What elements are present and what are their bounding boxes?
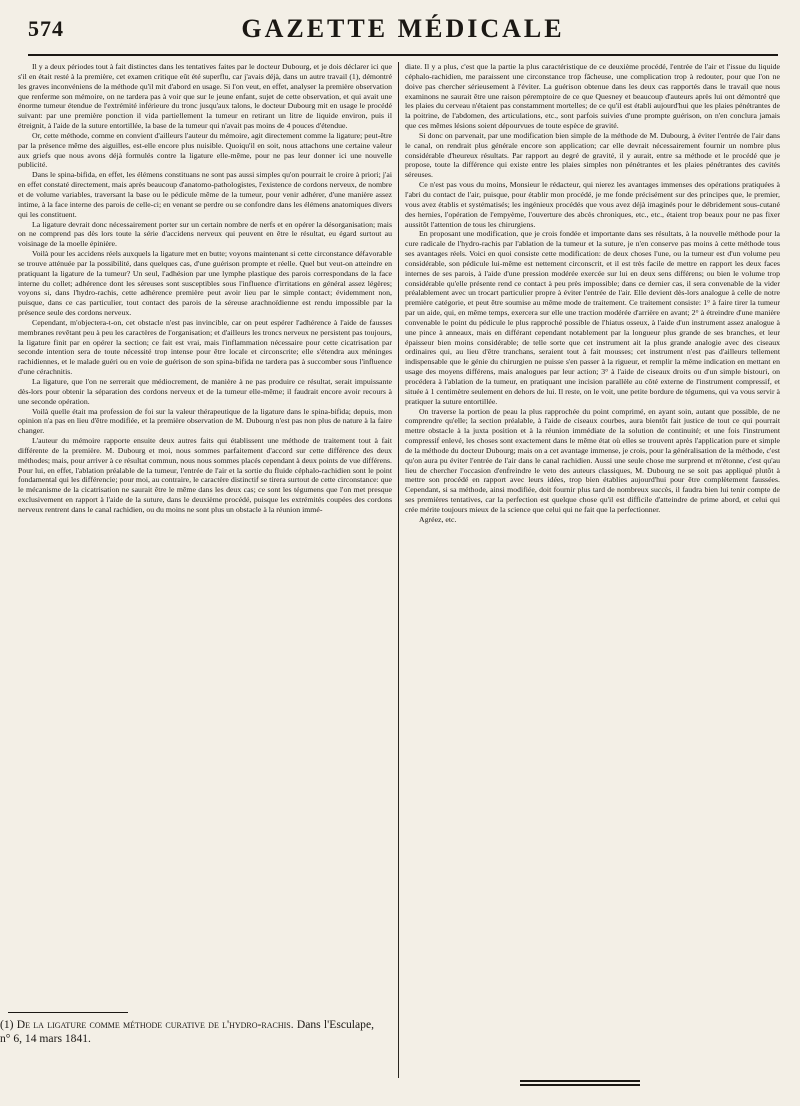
paragraph: En proposant une modification, que je crois fondée et importante dans ses résultats, à la nouvelle méthode pour la cure radicale de l'hydro-rachis par l'ablation de la tumeur et la suture, je n'en conserve pas moins à cette méthode tous ses avantages réels. Voici en quoi consiste cette modification: de deux choses l'une, ou la tumeur est d'un volume peu considérable, son pédicule lui-même est nettement circonscrit, et il est très facile de mettre en rapport les deux faces internes de ses parois, à l'aide d'une pression modérée exercée sur lui en deux sens différens; ou bien le volume trop considérable qu'elle présente rend ce contact à peu près impossible; dans ce dernier cas, il sera convenable de la vider préalablement avec un trocart particulier propre à éviter l'entrée de l'air. Elle devient dès-lors analogue à celle de notre première catégorie, et peut être soumise au même mode de traitement. Ce traitement consiste: 1° à faire tirer la tumeur par un aide, qui, en même temps, exercera sur elle une traction modérée d'arrière en avant; 2° à étreindre d'une manière convenable le point du pédicule le plus rapproché possible de l'hiatus osseux, à l'aide d'un instrument assez analogue à une pince à anneaux, mais en différant cependant notablement par la longueur plus grande de ses branches, et leur épaisseur bien moins considérable; de telle sorte que cet instrument ait la plus grande analogie avec des ciseaux ordinaires qui, au lieu d'être tranchans, seraient tout à fait mousses; cet instrument n'est pas d'ailleurs tellement indispensable que le génie du chirurgien ne puisse s'en passer à la rigueur, et remplir la même indication en mettant en usage des moyens différens, mais analogues par leur action; 3° à l'aide de ciseaux droits ou d'un simple bistouri, on procédera à l'ablation de la tumeur, en pratiquant une incision parallèle au côté externe de l'instrument compressif, et située à 1 centimètre seulement en dehors de lui. Il reste, on le voit, une petite bordure de tégumens, qui va vous servir à pratiquer la suture entortillée. (405, 229, 780, 406)
paragraph: Or, cette méthode, comme en convient d'ailleurs l'auteur du mémoire, agit directement comme la ligature; peut-être par la présence même des aiguilles, est-elle encore plus nuisible. Quoiqu'il en soit, nous attachons une certaine valeur aux griefs que nous avons déjà formulés contre la ligature elle-même, pour ne pas leur donner ici une nouvelle publicité. (18, 130, 392, 170)
article-columns (18, 62, 782, 1096)
page-header (28, 10, 778, 56)
closing-rule (520, 1078, 640, 1084)
signoff: Agréez, etc. (419, 514, 457, 524)
paragraph: L'auteur du mémoire rapporte ensuite deux autres faits qui établissent une méthode de traitement tout à fait différente de la première. M. Dubourg et moi, nous sommes parfaitement d'accord sur cette différence des deux méthodes; mais, pour arriver à ce résultat commun, nous nous sommes placés cependant à deux points de vue différens. Pour lui, en effet, l'ablation préalable de la tumeur, l'entrée de l'air et la sortie du fluide céphalo-rachidien sont le point fondamental qui les différencie; pour moi, au contraire, le caractère distinctif se tirera surtout de cette circonstance: que le mécanisme de la cicatrisation ne saurait être le même dans les deux cas; ce sont les tégumens que l'on met presque exclusivement en rapport à l'aide de la suture, dans le deuxième procédé, puisque les extrémités coupées des cordons nerveux rentrent dans le canal rachidien, ou du moins ne sont plus un obstacle à la réunion immé- (18, 436, 392, 514)
paragraph: Dans le spina-bifida, en effet, les élémens constituans ne sont pas aussi simples qu'on pourrait le croire à priori; j'ai en effet constaté directement, mais après beaucoup d'anatomo-pathologistes, l'existence de cordons nerveux, de nombre et de volume variables, traversant la base ou le pédicule même de la tumeur, pour venir adhérer, d'une manière assez intime, à la face interne des parois de celle-ci; en venant se perdre ou se confondre dans les élémens anatomiques divers qui les constituent. (18, 170, 392, 219)
footnote-marker: (1) (0, 1018, 14, 1031)
paragraph: Ce n'est pas vous du moins, Monsieur le rédacteur, qui nierez les avantages immenses des opérations pratiquées à l'abri du contact de l'air, puisque, pour établir mon procédé, je me fonde précisément sur des principes que, le premier, vous avez établis et systématisés; les ingénieux procédés que vous avez déjà imaginés pour le débridement sous-cutané des hernies, l'opération de l'empyème, l'ouverture des abcès chroniques, etc., etc., étaient trop beaux pour ne pas fixer aussitôt l'attention de tous les chirurgiens. (405, 180, 780, 229)
paragraph: La ligature devrait donc nécessairement porter sur un certain nombre de nerfs et en opérer la désorganisation; mais on ne comprend pas dès lors toute la série d'accidens nerveux qui peuvent en être le résultat, eu égard surtout au voisinage de la moelle épinière. (18, 219, 392, 249)
right-column (405, 62, 780, 1096)
paragraph: On traverse la portion de peau la plus rapprochée du point comprimé, en ayant soin, autant que possible, de ne comprendre qu'elle; la section préalable, à l'aide de ciseaux courbes, aura bientôt fait justice de tout ce qui pourrait mettre obstacle à la juxta position et à la réunion immédiate de la solution de continuité; et une fois l'instrument compressif enlevé, les choses sont exactement dans le même état où elles se trouvent après l'application pure et simple de la méthode du docteur Dubourg; mais on a cet avantage immense, je crois, pour la généralisation de la méthode, c'est qu'on aura pu éviter l'entrée de l'air dans le canal rachidien. Aussi une seule chose me surprend et m'étonne, c'est qu'au lieu de chercher l'occasion d'enfreindre le veto des auteurs classiques, M. Dubourg ne se soit pas appliqué plutôt à mettre son procédé en rapport avec leurs idées, trop bien établies aujourd'hui pour être complètement faussées. Cependant, si sa méthode, ainsi modifiée, doit fournir plus tard de nombreux succès, il faudra bien lui tenir compte de ses premières tentatives, car la perfection est quelque chose qu'il est difficile d'atteindre de prime abord, et celui qui crée mérite toujours mieux de la science que celui qui ne fait que la perfectionner. (405, 406, 780, 514)
footnote-title: De la ligature comme méthode curative de l'hydro-rachis. (16, 1018, 294, 1031)
paragraph: Cependant, m'objectera-t-on, cet obstacle n'est pas invincible, car on peut espérer l'adhérence à l'aide de fausses membranes revêtant peu à peu les caractères de l'organisation; et d'ailleurs les troncs nerveux ne persistent pas toujours, la ligature finit par en opérer la section; ce fait est vrai, mais l'inflammation nécessaire pour cette cicatrisation par seconde intention sera de toute nécessité trop intense pour être locale et circonscrite; elle s'étendra aux méninges rachidiennes, et le malade guéri ou en voie de guérison de son spina-bifida ne tardera pas à succomber sous l'influence d'une cérachnitis. (18, 317, 392, 377)
journal-title: GAZETTE MÉDICALE (241, 14, 565, 43)
column-divider (398, 62, 399, 1078)
paragraph: diate. Il y a plus, c'est que la partie la plus caractéristique de ce deuxième procédé, l'entrée de l'air et l'issue du liquide céphalo-rachidien, me paraissent une circonstance trop fâcheuse, une complication trop à redouter, pour que l'on ne doive pas chercher sérieusement à l'éviter. La guérison obtenue dans les deux cas rapportés dans le travail que nous examinons ne saurait être une raison péremptoire de ce que Quesney et beaucoup d'auteurs après lui ont démontré que les plaies du cerveau n'étaient pas constamment mortelles; de ce qu'il est établi aujourd'hui que les plaies pénétrantes de la poitrine, de l'abdomen, des articulations, etc., sont parfois suivies d'une prompte guérison, on n'en conclura jamais que ces mêmes lésions soient dépourvues de toute espèce de gravité. (405, 62, 780, 131)
left-column (18, 62, 392, 1096)
paragraph: La ligature, que l'on ne serrerait que médiocrement, de manière à ne pas produire ce résultat, serait impuissante dès-lors pour obtenir la séparation des cordons nerveux et de la tumeur elle-même; il faudrait encore avoir recours à une seconde opération. (18, 377, 392, 406)
paragraph: Voilà pour les accidens réels auxquels la ligature met en butte; voyons maintenant si cette circonstance défavorable se trouve atténuée par la possibilité, dans quelques cas, d'une guérison prompte et réelle. Quel but veut-on atteindre en pratiquant la ligature de la tumeur? Un seul, l'adhésion par une lymphe plastique des parois correspondans de la face interne du collet; adhérence dont les séreuses sont susceptibles sous l'influence d'irritations en général assez légères; voyons si, dans l'hydro-rachis, cette adhérence première peut avoir lieu par le simple contact; évidemment non, puisque, dans ce cas particulier, tout contact des parois de la séreuse arachnoïdienne est rendu impossible par la présence seule des cordons nerveux. (18, 249, 392, 318)
paragraph: Si donc on parvenait, par une modification bien simple de la méthode de M. Dubourg, à éviter l'entrée de l'air dans le canal, on rendrait plus générale encore son application; car elle devrait nécessairement fournir un nombre plus considérable d'heureux résultats. Par rapport au degré de gravité, il y aurait, entre sa méthode et le procédé que je propose, toute la différence qui existe entre les plaies simples non pénétrantes et les plaies pénétrantes des cavités séreuses. (405, 130, 780, 180)
paragraph: Voilà quelle était ma profession de foi sur la valeur thérapeutique de la ligature dans le spina-bifida; depuis, mon opinion n'a pas en lieu d'être modifiée, et la première observation de M. Dubourg n'est pas non plus de nature à la faire changer. (18, 406, 392, 436)
page-number: 574 (28, 16, 64, 41)
footnote (0, 1018, 374, 1046)
footnote-rule (8, 1012, 128, 1013)
footnote-text: Dans l'Esculape, n° 6, 14 mars 1841. (0, 1018, 374, 1045)
paragraph: Il y a deux périodes tout à fait distinctes dans les tentatives faites par le docteur Dubourg, et je dois déclarer ici que s'il en était resté à la première, cet examen critique eût été superflu, car j'avais déjà, dans un autre travail (1), démontré les graves inconvéniens de la méthode qu'il mit d'abord en usage. Si l'on veut, en effet, analyser la première observation que renferme son mémoire, on ne tardera pas à voir que sur le jeune enfant, sujet de cette observation, et qui avait une énorme tumeur étendue de l'extrémité inférieure du tronc jusqu'aux talons, le docteur Dubourg mit en usage le procédé suivant: par une première ponction il vida partiellement la tumeur en retirant un litre de liquide environ, puis il étreignit, à l'aide de la suture entortillée, la base de la tumeur qui n'avait pas moins de 4 pouces d'étendue. (18, 62, 392, 131)
